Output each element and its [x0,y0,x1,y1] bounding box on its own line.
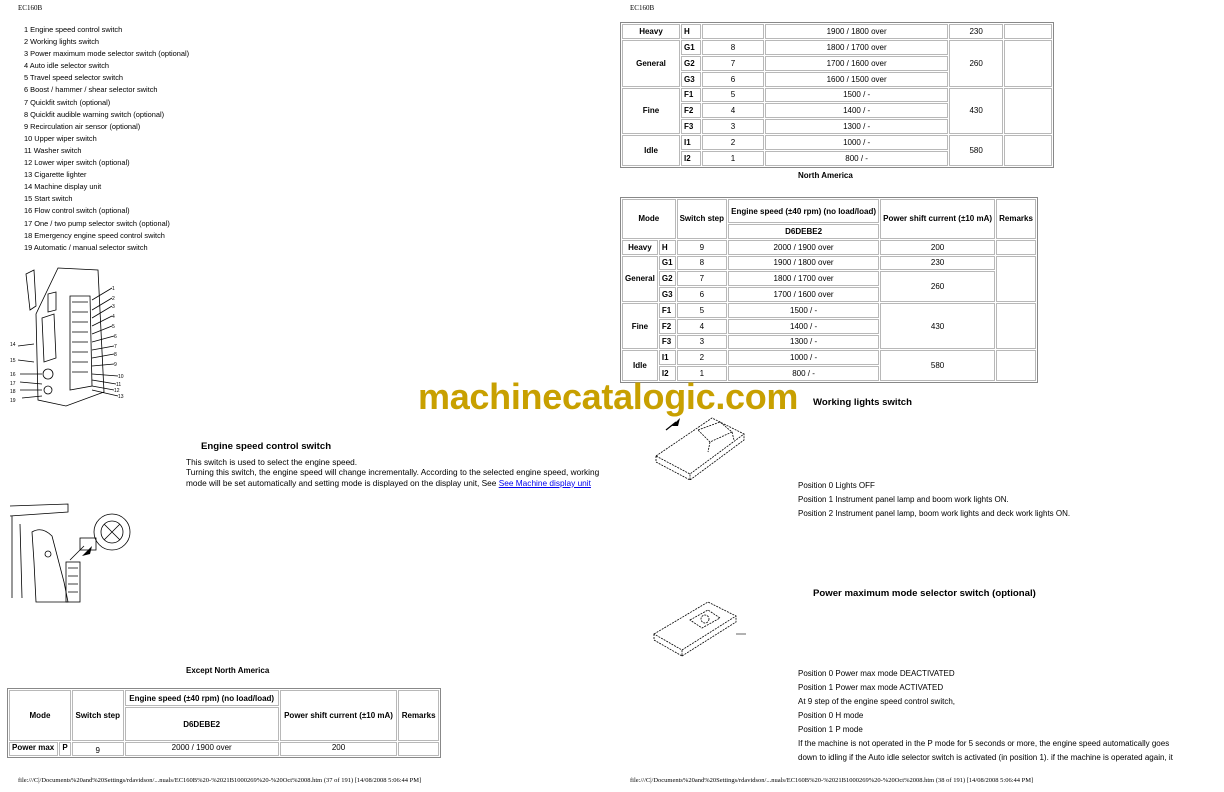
cell-current: 230 [949,24,1003,39]
power-max-switch-illustration [650,598,750,660]
cell-current: 200 [280,742,397,756]
continued-speed-table [620,22,1054,168]
cell-code: G3 [659,287,676,302]
diagram-label: 9 [114,362,117,368]
cell-code: F3 [659,335,676,350]
cell-mode: Fine [622,303,658,349]
switch-list [24,24,189,254]
list-item: 17 One / two pump selector switch (optional) [24,218,170,228]
cell-step: 7 [677,271,728,286]
list-item: 1 Engine speed control switch [24,25,123,34]
working-lights-switch-illustration [650,408,750,480]
switch-panel-diagram [8,266,138,418]
cell-speed: 1800 / 1700 over [765,40,948,55]
position-item: Position 1 P mode [798,725,863,734]
cell-step: 4 [702,103,764,118]
cell-code: F2 [681,103,701,118]
cell-step: 5 [677,303,728,318]
cell-code: I1 [659,350,676,365]
cell-speed: 1300 / - [765,119,948,134]
diagram-label: 3 [112,304,115,310]
position-item: Position 0 Lights OFF [798,481,875,490]
col-mode: Mode [622,199,676,239]
north-america-speed-table [620,197,1038,383]
cell-step: 1 [677,366,728,381]
cell-code: F1 [659,303,676,318]
col-remarks: Remarks [996,199,1036,239]
position-item: Position 1 Instrument panel lamp and boom work lights ON. [798,495,1009,504]
list-item: 14 Machine display unit [24,182,102,192]
cell-code: I2 [659,366,676,381]
cell-step: 1 [702,151,764,166]
position-item: Position 1 Power max mode ACTIVATED [798,683,944,692]
position-item: Position 0 H mode [798,711,864,720]
list-item: 15 Start switch [24,194,73,204]
cell-mode: Fine [622,88,680,135]
north-america-caption: North America [798,171,853,180]
cell-code: G1 [681,40,701,55]
cell-current: 580 [880,350,995,381]
cell-speed: 1900 / 1800 over [765,24,948,39]
cell-code: G2 [659,271,676,286]
cell-code: P [59,742,71,756]
cell-remarks [996,350,1036,381]
cell-current: 580 [949,135,1003,166]
diagram-label: 12 [114,388,120,394]
position-item: If the machine is not operated in the P mode for 5 seconds or more, the engine speed automatically goes [798,739,1170,748]
list-item: 18 Emergency engine speed control switch [24,230,165,240]
cell-step: 4 [677,319,728,334]
list-item: 11 Washer switch [24,145,82,155]
cell-step: 9 [677,240,728,255]
cell-current: 260 [949,40,1003,87]
working-lights-positions [798,479,1070,521]
cell-code: H [681,24,701,39]
cell-code: I2 [681,151,701,166]
position-item: At 9 step of the engine speed control switch, [798,697,955,706]
cell-speed: 1700 / 1600 over [765,56,948,71]
diagram-label: 5 [112,324,115,330]
cell-speed: 2000 / 1900 over [728,240,879,255]
cell-step: 8 [702,40,764,55]
col-remarks: Remarks [398,690,439,741]
cell-remarks [1004,24,1052,39]
cell-speed: 1300 / - [728,335,879,350]
col-switch-step: Switch step [72,690,124,741]
diagram-label: 6 [114,334,117,340]
power-max-positions [798,667,1173,765]
list-item: 19 Automatic / manual selector switch [24,242,148,252]
cell-mode: Heavy [622,240,658,255]
engine-speed-heading: Engine speed control switch [201,441,332,452]
col-model: D6DEBE2 [125,707,279,741]
engine-para-2: Turning this switch, the engine speed will change incrementally. According to the selected engine speed, working mode will be set automatically and setting mode is displayed on the display unit, See See Machine display unit [186,467,600,488]
diagram-label: 8 [114,352,117,358]
cell-remarks [996,256,1036,302]
cell-step: 5 [702,88,764,103]
cell-remarks [398,742,439,756]
cell-mode: Idle [622,135,680,166]
working-lights-heading: Working lights switch [813,397,912,408]
diagram-label: 17 [10,381,16,387]
cell-code: G2 [681,56,701,71]
col-engine-speed: Engine speed (±40 rpm) (no load/load) [125,690,279,706]
diagram-label: 18 [10,389,16,395]
engine-speed-dial-illustration [8,502,132,608]
cell-mode: Idle [622,350,658,381]
cell-mode: General [622,40,680,87]
diagram-label: 2 [112,296,115,302]
cell-current: 230 [880,256,995,271]
watermark: machinecatalogic.com [418,376,799,417]
cell-code: F3 [681,119,701,134]
right-page-footer: file:///C|/Documents%20and%20Settings/rdavidson/...nuals/EC160B%20-%2021B1000269%20-%20Oct%2008.htm (38 of 191) [14/08/2008 5:06:44 PM] [630,777,1034,784]
cell-step [702,24,764,39]
cell-speed: 800 / - [728,366,879,381]
position-item: down to idling if the Auto idle selector switch is activated (in position 1). if the machine is operated again, it [798,753,1173,762]
cell-step: 2 [702,135,764,150]
right-page-header: EC160B [630,4,655,12]
machine-display-unit-link[interactable]: See Machine display unit [498,477,591,488]
list-item: 3 Power maximum mode selector switch (optional) [24,49,190,59]
cell-speed: 1900 / 1800 over [728,256,879,271]
diagram-label: 11 [116,382,122,388]
cell-speed: 1800 / 1700 over [728,271,879,286]
cell-remarks [996,240,1036,255]
cell-current: 200 [880,240,995,255]
cell-speed: 1400 / - [728,319,879,334]
engine-para-1: This switch is used to select the engine speed. [186,457,358,467]
diagram-label: 7 [114,344,117,350]
cell-code: I1 [681,135,701,150]
cell-remarks [1004,135,1052,166]
list-item: 13 Cigarette lighter [24,170,87,180]
list-item: 2 Working lights switch [24,37,100,47]
cell-current: 260 [880,271,995,302]
cell-remarks [1004,88,1052,135]
cell-step: 3 [702,119,764,134]
cell-mode: Power max [9,742,58,756]
col-model: D6DEBE2 [728,224,879,239]
cell-step: 2 [677,350,728,365]
left-page-header: EC160B [18,4,43,12]
cell-speed: 2000 / 1900 over [125,742,279,756]
cell-step: 9 [72,742,124,756]
power-max-heading: Power maximum mode selector switch (optional) [813,588,1036,599]
list-item: 12 Lower wiper switch (optional) [24,158,130,168]
cell-code: F2 [659,319,676,334]
col-engine-speed: Engine speed (±40 rpm) (no load/load) [728,199,879,223]
left-page-footer: file:///C|/Documents%20and%20Settings/rdavidson/...nuals/EC160B%20-%2021B1000269%20-%20Oct%2008.htm (37 of 191) [14/08/2008 5:06:44 PM] [18,777,422,784]
cell-remarks [996,303,1036,349]
cell-code: G3 [681,72,701,87]
cell-speed: 1400 / - [765,103,948,118]
diagram-label: 16 [10,372,16,378]
cell-current: 430 [949,88,1003,135]
cell-current: 430 [880,303,995,349]
engine-speed-description [186,457,606,488]
diagram-label: 14 [10,342,16,348]
list-item: 5 Travel speed selector switch [24,73,123,83]
cell-step: 8 [677,256,728,271]
cell-step: 7 [702,56,764,71]
list-item: 4 Auto idle selector switch [24,61,110,71]
diagram-label: 19 [10,398,16,404]
cell-code: F1 [681,88,701,103]
cell-mode: Heavy [622,24,680,39]
diagram-label: 1 [112,286,115,292]
cell-speed: 1500 / - [765,88,948,103]
list-item: 6 Boost / hammer / shear selector switch [24,85,158,95]
col-power-shift: Power shift current (±10 mA) [280,690,397,741]
cell-step: 3 [677,335,728,350]
list-item: 7 Quickfit switch (optional) [24,97,111,107]
col-power-shift: Power shift current (±10 mA) [880,199,995,239]
cell-speed: 800 / - [765,151,948,166]
cell-code: G1 [659,256,676,271]
cell-speed: 1700 / 1600 over [728,287,879,302]
col-mode: Mode [9,690,71,741]
list-item: 8 Quickfit audible warning switch (optional) [24,109,165,119]
except-north-america-caption: Except North America [186,666,270,675]
cell-speed: 1000 / - [765,135,948,150]
diagram-label: 4 [112,314,115,320]
position-item: Position 2 Instrument panel lamp, boom work lights and deck work lights ON. [798,509,1071,518]
diagram-label: 15 [10,358,16,364]
cell-code: H [659,240,676,255]
diagram-label: 10 [118,374,124,380]
cell-step: 6 [677,287,728,302]
cell-remarks [1004,40,1052,87]
cell-step: 6 [702,72,764,87]
diagram-label: 13 [118,394,124,400]
list-item: 9 Recirculation air sensor (optional) [24,121,141,131]
cell-speed: 1600 / 1500 over [765,72,948,87]
col-switch-step: Switch step [677,199,728,239]
cell-speed: 1000 / - [728,350,879,365]
position-item: Position 0 Power max mode DEACTIVATED [798,669,955,678]
cell-speed: 1500 / - [728,303,879,318]
list-item: 16 Flow control switch (optional) [24,206,130,216]
list-item: 10 Upper wiper switch [24,133,97,143]
cell-mode: General [622,256,658,302]
except-na-speed-table [7,688,441,758]
